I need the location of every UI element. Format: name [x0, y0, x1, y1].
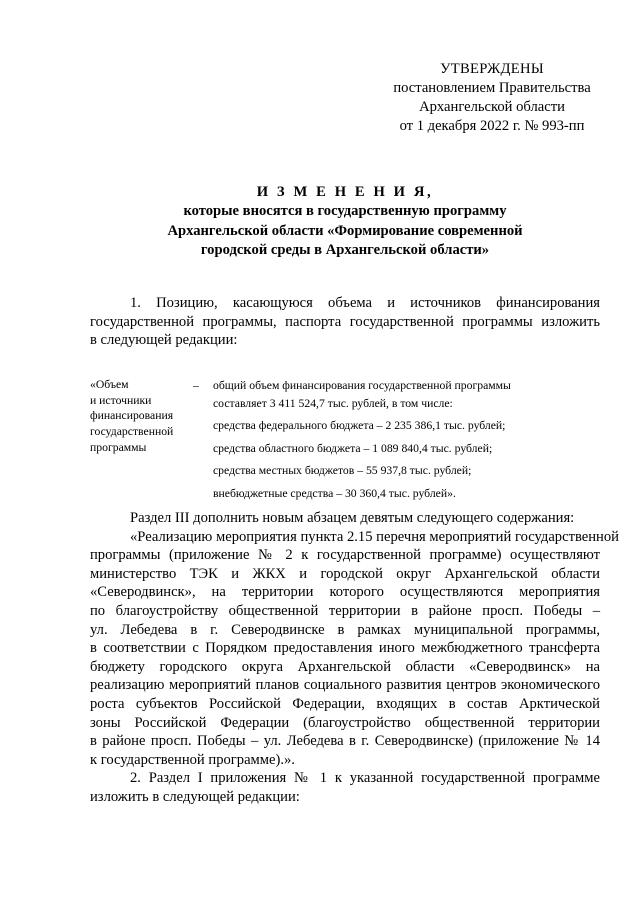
paragraph-line: 2. Раздел I приложения № 1 к указанной государственной программе — [130, 770, 600, 787]
funding-label-line: «Объем — [90, 378, 129, 391]
item-1-paragraph — [90, 294, 600, 350]
funding-label-line: программы — [90, 440, 147, 454]
paragraph-line: 1. Позицию, касающуюся объема и источников финансирования — [130, 295, 600, 311]
paragraph-line: министерство ТЭК и ЖКХ и городской округ Архангельской области — [90, 565, 600, 582]
title-line: которые вносятся в государственную программу — [183, 203, 507, 220]
section-3-paragraph — [90, 509, 619, 807]
paragraph-line: по благоустройству общественной территории в районе просп. Победы – — [90, 602, 600, 619]
funding-label — [90, 377, 190, 456]
funding-label-line: финансирования — [90, 409, 174, 423]
approval-line: постановлением Правительства — [393, 80, 591, 96]
title-line: Архангельской области «Формирование современной — [167, 222, 523, 239]
paragraph-line: ул. Лебедева в г. Северодвинске в рамках муниципальной программы, — [90, 621, 600, 638]
document-title — [90, 183, 600, 260]
paragraph-line: Раздел III дополнить новым абзацем девятым следующего содержания: — [130, 510, 575, 526]
paragraph-line: к государственной программе).». — [90, 751, 295, 768]
paragraph-line: государственной программы, паспорта государственной программы изложить — [90, 313, 600, 330]
title-line: городской среды в Архангельской области» — [200, 241, 490, 258]
title-heading: И З М Е Н Е Н И Я, — [256, 184, 434, 200]
paragraph-line: роста субъектов Российской Федерации, входящих в состав Арктической — [90, 695, 600, 712]
funding-label-line: государственной — [90, 425, 174, 439]
approval-heading: УТВЕРЖДЕНЫ — [440, 61, 544, 77]
paragraph-line: бюджету городского округа Архангельской области «Северодвинск» на — [90, 658, 600, 675]
paragraph-line: изложить в следующей редакции: — [90, 788, 300, 805]
paragraph-line: в районе просп. Победы – ул. Лебедева в г. Северодвинске) (приложение № 14 — [90, 733, 600, 750]
approval-stamp — [372, 60, 612, 136]
funding-line: средства областного бюджета – 1 089 840,4 тыс. рублей; — [213, 441, 493, 455]
funding-label-line: и источники — [90, 393, 152, 407]
paragraph-line: в соответствии с Порядком предоставления иного межбюджетного трансферта — [90, 640, 600, 657]
approval-line: Архангельской области — [419, 99, 565, 115]
paragraph-line: «Реализацию мероприятия пункта 2.15 перечня мероприятий государственной — [130, 528, 619, 545]
funding-line: средства местных бюджетов – 55 937,8 тыс. рублей; — [213, 464, 472, 477]
approval-line: от 1 декабря 2022 г. № 993-пп — [399, 118, 585, 134]
funding-dash: – — [193, 379, 199, 392]
funding-line: внебюджетные средства – 30 360,4 тыс. рублей». — [213, 486, 456, 500]
funding-line: составляет 3 411 524,7 тыс. рублей, в том числе: — [213, 396, 453, 410]
paragraph-line: реализацию мероприятий планов социального развития центров экономического — [90, 677, 600, 694]
funding-line: средства федерального бюджета – 2 235 386,1 тыс. рублей; — [213, 419, 506, 432]
paragraph-line: в следующей редакции: — [90, 332, 238, 349]
funding-line: общий объем финансирования государственной программы — [213, 379, 511, 392]
paragraph-line: зоны Российской Федерации (благоустройство общественной территории — [90, 714, 600, 731]
paragraph-line: «Северодвинск», на территории которого осуществляются мероприятия — [90, 584, 600, 601]
funding-values — [213, 377, 603, 502]
paragraph-line: программы (приложение № 2 к государственной программе) осуществляют — [90, 547, 600, 564]
